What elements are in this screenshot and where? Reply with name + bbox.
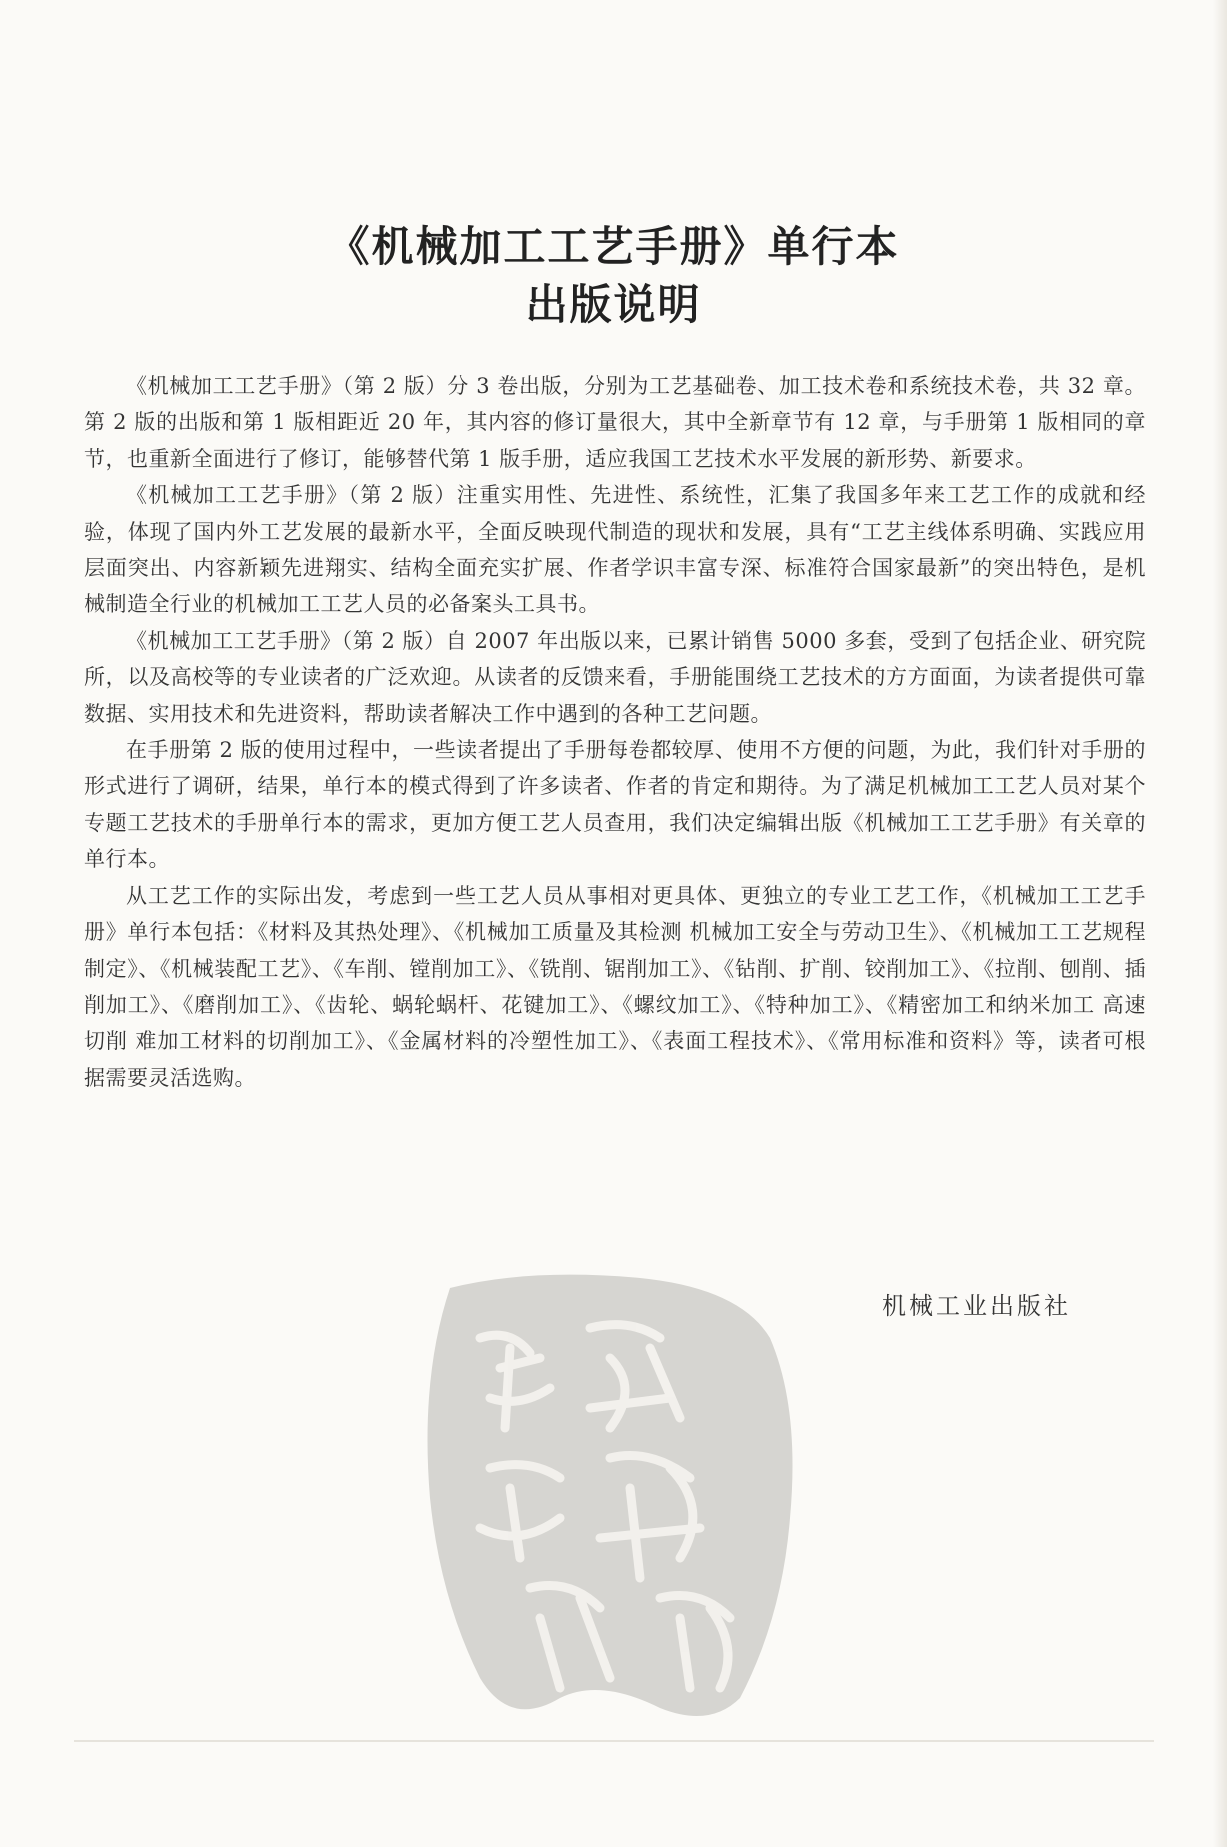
page-edge-shadow: [1213, 0, 1227, 1847]
title-block: [0, 218, 1227, 334]
publisher-name: 机械工业出版社: [882, 1292, 1071, 1320]
paragraph-2: 《机械加工工艺手册》（第 2 版）注重实用性、先进性、系统性，汇集了我国多年来工艺工作的成就和经验，体现了国内外工艺发展的最新水平，全面反映现代制造的现状和发展，具有“工艺主线体系明确、实践应用层面突出、内容新颖先进翔实、结构全面充实扩展、作者学识丰富专深、标准符合国家最新”的突出特色，是机械制造全行业的机械加工工艺人员的必备案头工具书。: [84, 483, 1146, 617]
paragraph-1: 《机械加工工艺手册》（第 2 版）分 3 卷出版，分别为工艺基础卷、加工技术卷和系统技术卷，共 32 章。第 2 版的出版和第 1 版相距近 20 年，其内容的修订量很大，其中全新章节有 12 章，与手册第 1 版相同的章节，也重新全面进行了修订，能够替代第 1 版手册，适应我国工艺技术水平发展的新形势、新要求。: [84, 374, 1146, 471]
document-title: 《机械加工工艺手册》单行本: [327, 222, 900, 271]
paragraph-5: 从工艺工作的实际出发，考虑到一些工艺人员从事相对更具体、更独立的专业工艺工作，《机械加工工艺手册》单行本包括：《材料及其热处理》、《机械加工质量及其检测 机械加工安全与劳动卫生》、《机械加工工艺规程制定》、《机械装配工艺》、《车削、镗削加工》、《铣削、锯削加工》、《钻削、扩削、铰削加工》、《拉削、刨削、插削加工》、《磨削加工》、《齿轮、蜗轮蜗杆、花键加工》、《螺纹加工》、《特种加工》、《精密加工和纳米加工 高速切削 难加工材料的切削加工》、《金属材料的冷塑性加工》、《表面工程技术》、《常用标准和资料》等，读者可根据需要灵活选购。: [84, 883, 1146, 1090]
library-seal-stamp-icon: [410, 1258, 810, 1738]
document-subtitle: 出版说明: [525, 280, 702, 329]
document-body: [84, 368, 1146, 1096]
paragraph-4: 在手册第 2 版的使用过程中，一些读者提出了手册每卷都较厚、使用不方便的问题，为此，我们针对手册的形式进行了调研，结果，单行本的模式得到了许多读者、作者的肯定和期待。为了满足机械加工工艺人员对某个专题工艺技术的手册单行本的需求，更加方便工艺人员查用，我们决定编辑出版《机械加工工艺手册》有关章的单行本。: [84, 738, 1146, 872]
page-bottom-divider: [74, 1740, 1154, 1742]
paragraph-3: 《机械加工工艺手册》（第 2 版）自 2007 年出版以来，已累计销售 5000 多套，受到了包括企业、研究院所，以及高校等的专业读者的广泛欢迎。从读者的反馈来看，手册能围绕工艺技术的方方面面，为读者提供可靠数据、实用技术和先进资料，帮助读者解决工作中遇到的各种工艺问题。: [84, 628, 1146, 726]
